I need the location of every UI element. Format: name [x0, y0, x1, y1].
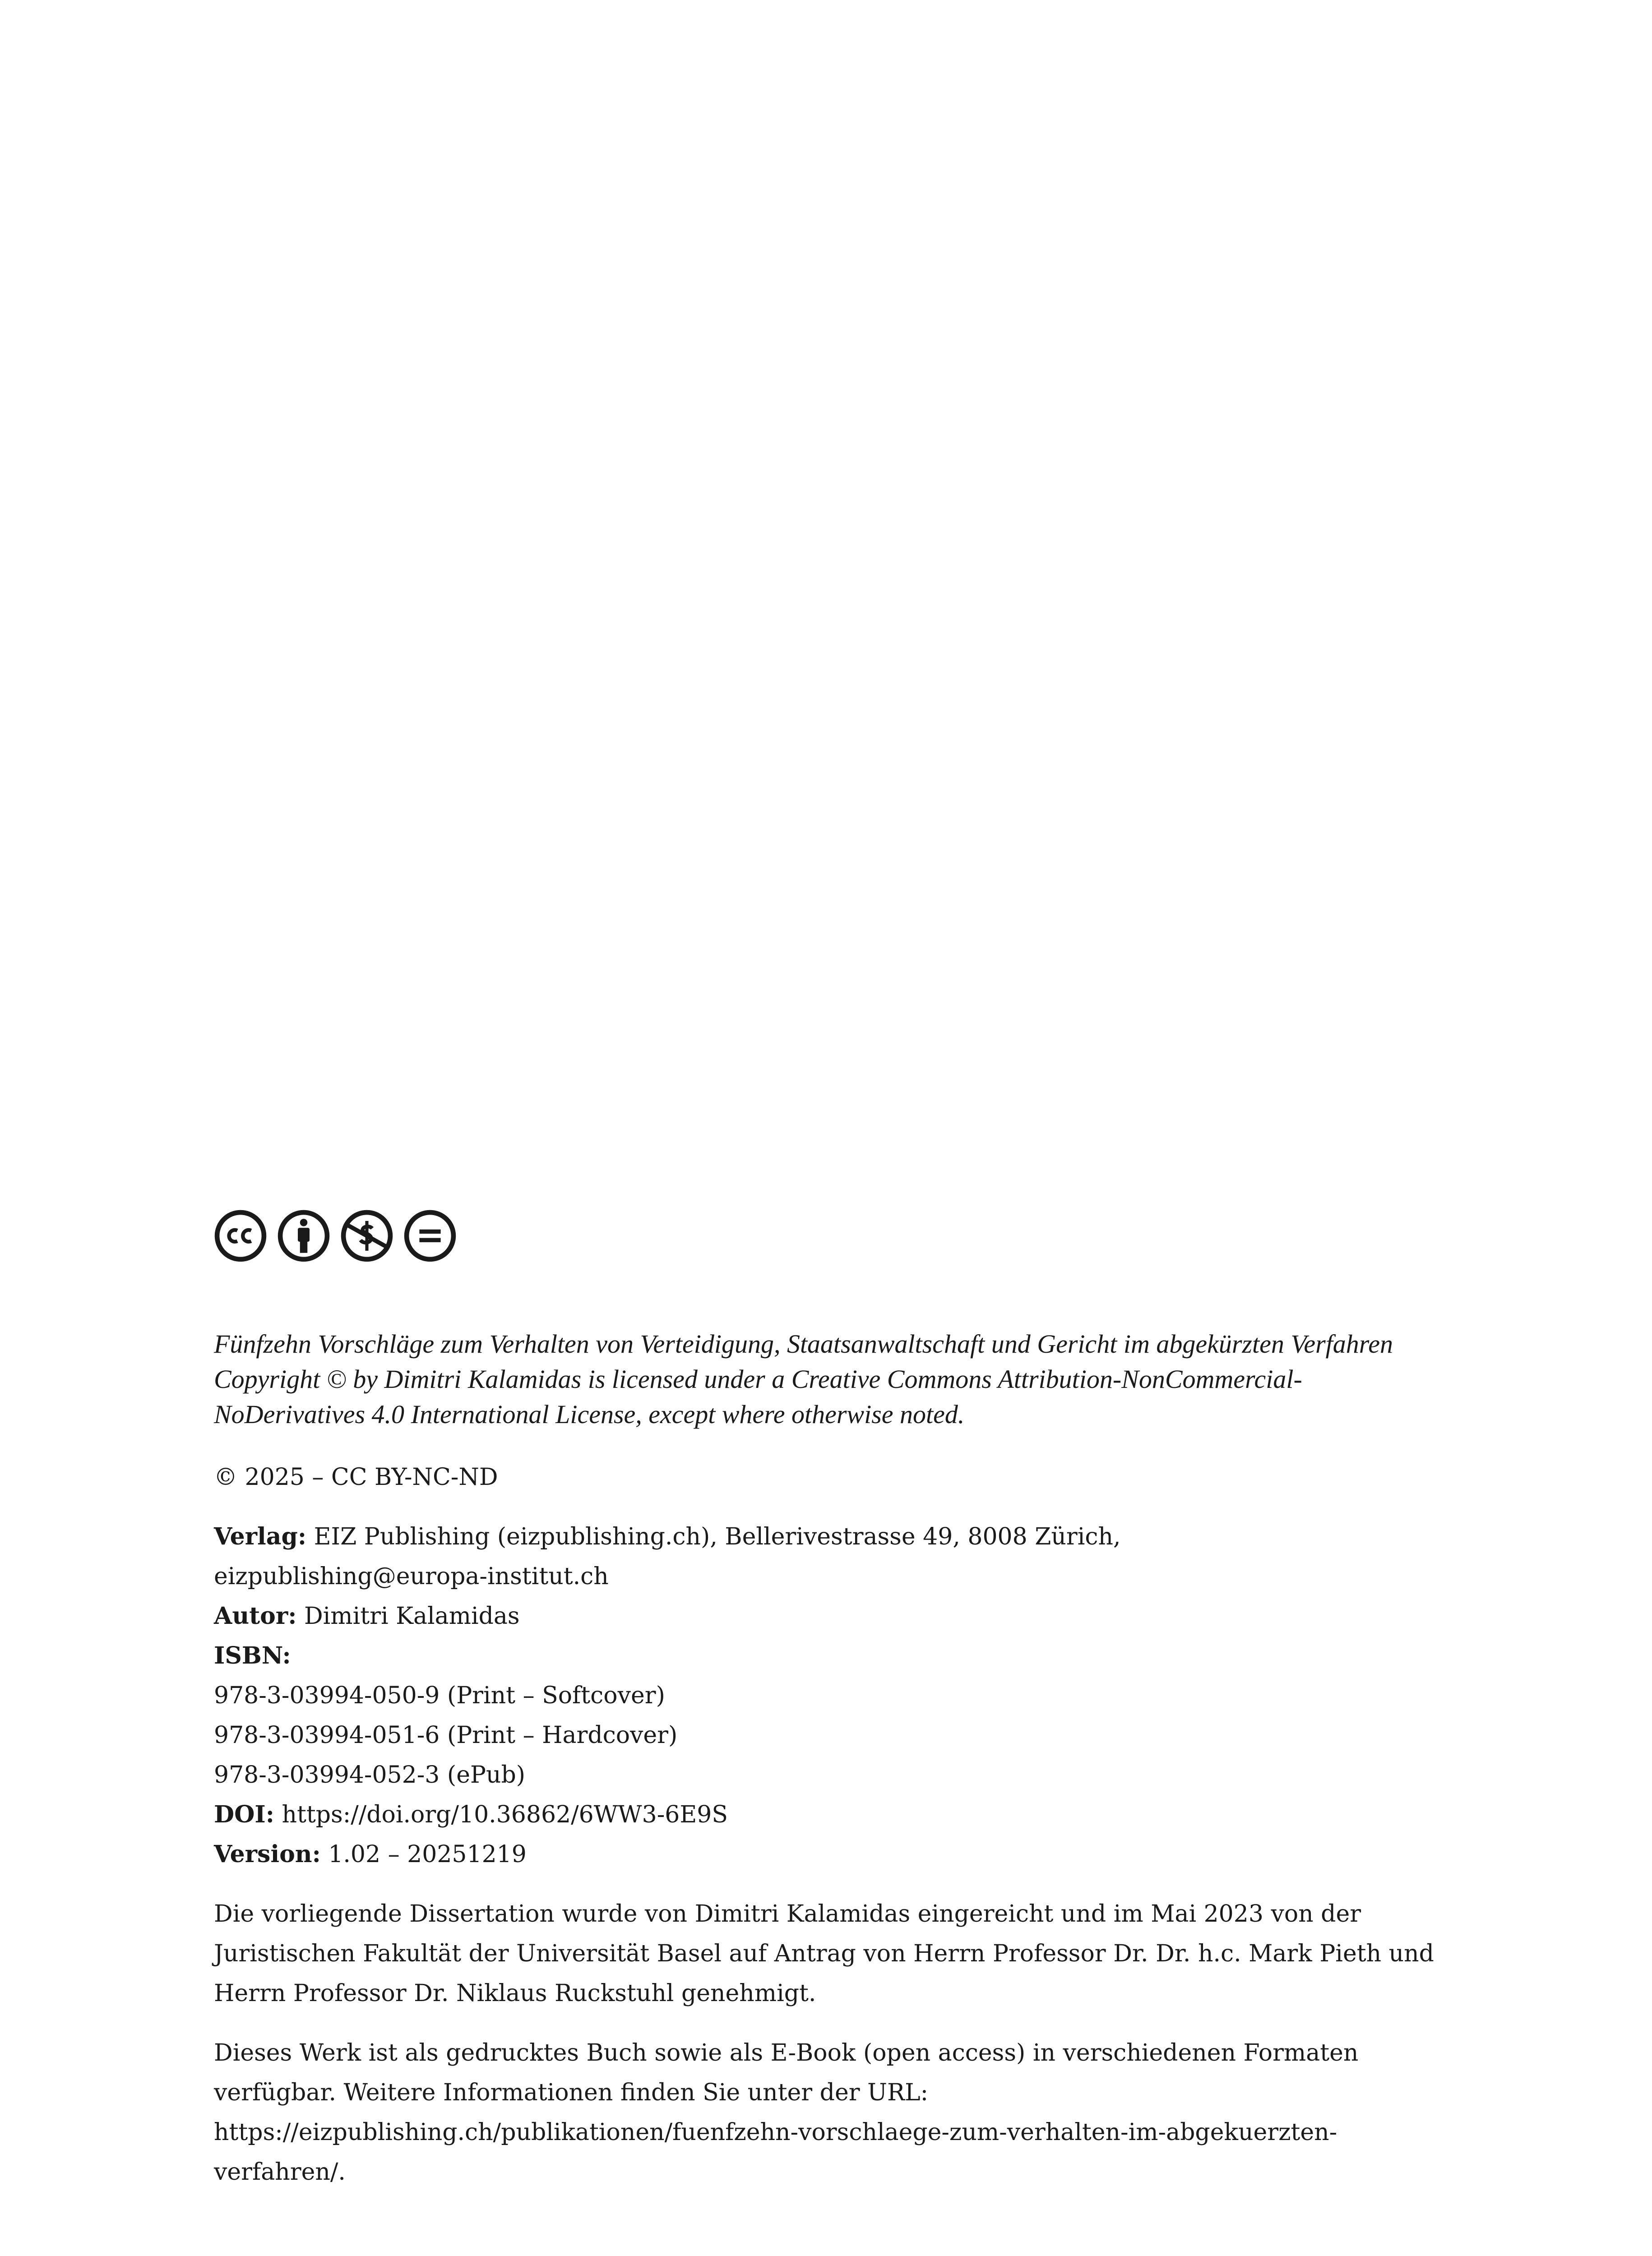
- by-icon: [277, 1209, 330, 1262]
- doi-line: [214, 1795, 1441, 1835]
- publisher-label: Verlag:: [214, 1523, 307, 1550]
- license-statement: Fünfzehn Vorschläge zum Verhalten von Verteidigung, Staatsanwaltschaft und Gericht im abgekürzten Verfahren Copyright © by Dimitri Kalamidas is licensed under a Creative Commons Attribution-NonCommercial-NoDerivatives 4.0 International License, except where otherwise noted.: [214, 1329, 1393, 1429]
- nd-icon: [403, 1209, 457, 1262]
- version-value: 1.02 – 20251219: [328, 1841, 527, 1868]
- copyright-line: © 2025 – CC BY-NC-ND: [214, 1464, 498, 1491]
- availability-note: Dieses Werk ist als gedrucktes Buch sowie als E-Book (open access) in verschiedenen Formaten verfügbar. Weitere Informationen finden Sie unter der URL: https://eizpublishing.ch/publikationen/fuenfzehn-vorschlaege-zum-verhalten-im-abgekuerzten-verfahren/.: [214, 2039, 1359, 2186]
- cc-icon: [214, 1209, 267, 1262]
- dissertation-note: Die vorliegende Dissertation wurde von Dimitri Kalamidas eingereicht und im Mai 2023 von der Juristischen Fakultät der Universität Basel auf Antrag von Herrn Professor Dr. Dr. h.c. Mark Pieth und Herrn Professor Dr. Niklaus Ruckstuhl genehmigt.: [214, 1900, 1434, 2007]
- isbn-label: ISBN:: [214, 1642, 291, 1669]
- version-line: [214, 1835, 1441, 1874]
- publication-metadata: [214, 1517, 1441, 1874]
- license-icons: [214, 1209, 1441, 1263]
- author-value: Dimitri Kalamidas: [304, 1603, 520, 1630]
- author-line: [214, 1596, 1441, 1636]
- publisher-value: EIZ Publishing (eizpublishing.ch), Bellerivestrasse 49, 8008 Zürich,: [314, 1523, 1121, 1550]
- author-label: Autor:: [214, 1602, 297, 1630]
- copyright-page: [214, 1209, 1441, 2212]
- nc-icon: [340, 1209, 393, 1262]
- isbn-hardcover: 978-3-03994-051-6 (Print – Hardcover): [214, 1722, 678, 1749]
- publisher-email: eizpublishing@europa-institut.ch: [214, 1563, 609, 1590]
- isbn-epub: 978-3-03994-052-3 (ePub): [214, 1761, 526, 1789]
- doi-value: https://doi.org/10.36862/6WW3-6E9S: [282, 1801, 728, 1828]
- doi-label: DOI:: [214, 1801, 274, 1828]
- version-label: Version:: [214, 1840, 321, 1868]
- isbn-softcover: 978-3-03994-050-9 (Print – Softcover): [214, 1682, 665, 1709]
- publisher-line: [214, 1517, 1441, 1557]
